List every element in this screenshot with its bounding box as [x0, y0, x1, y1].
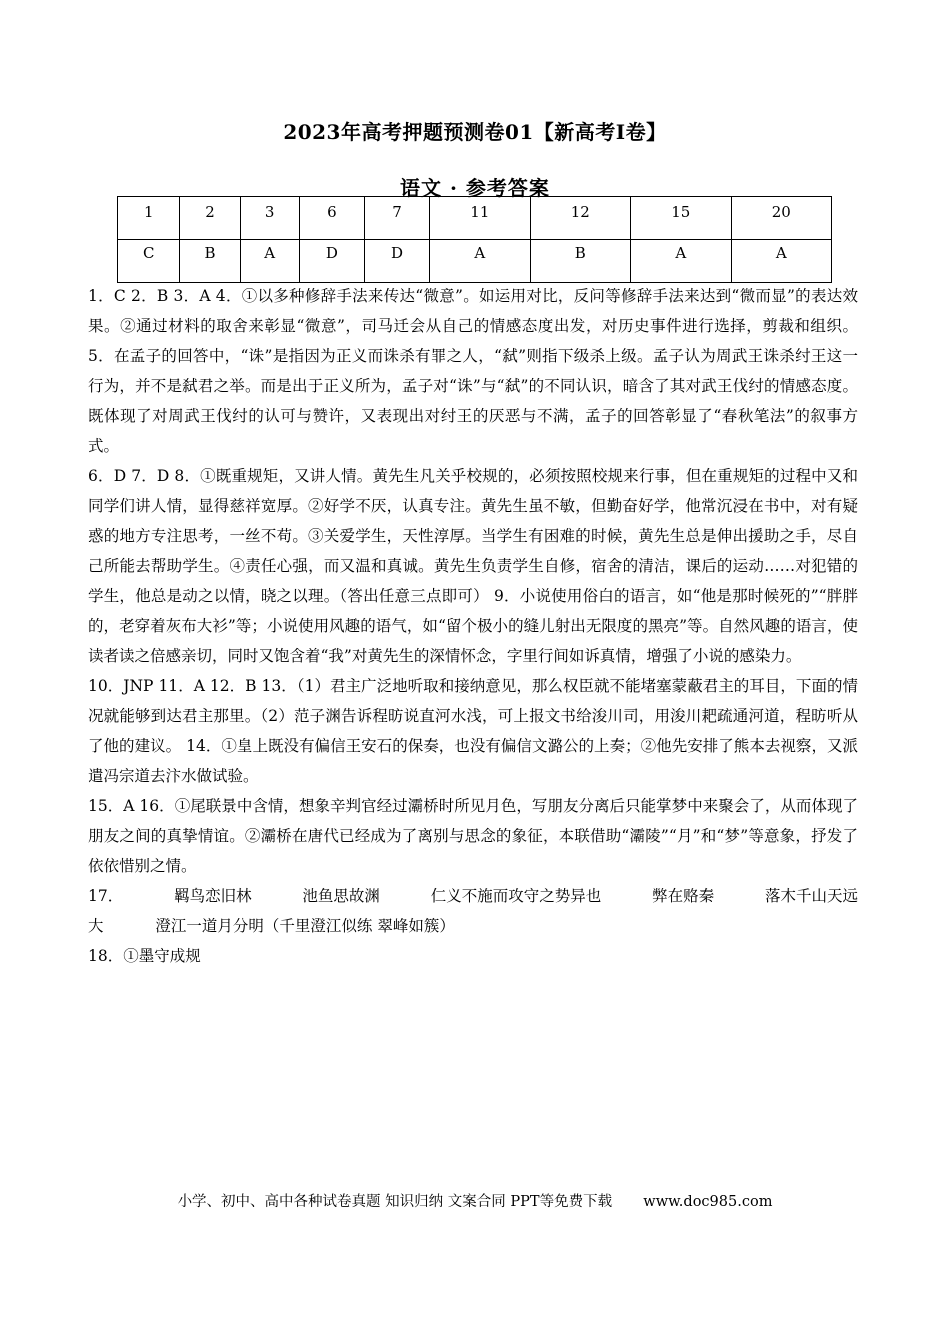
answer-cell: A: [731, 240, 831, 283]
question-number-cell: 7: [364, 197, 429, 240]
answer-17-item: 池鱼思故渊: [302, 887, 380, 905]
question-number-cell: 6: [299, 197, 364, 240]
question-number-cell: 1: [118, 197, 180, 240]
answer-17-item: 弊在赂秦: [652, 887, 715, 905]
document-title: 2023年高考押题预测卷01【新高考Ⅰ卷】: [283, 120, 667, 144]
answer-table-question-row: [118, 197, 832, 240]
answer-cell: B: [530, 240, 630, 283]
question-number-cell: 11: [430, 197, 530, 240]
question-number-cell: 3: [240, 197, 299, 240]
answer-cell: A: [430, 240, 530, 283]
answer-cell: A: [240, 240, 299, 283]
answer-body: [88, 281, 858, 971]
answer-17-continuation-2: 澄江一道月分明（千里澄江似练 翠峰如簇）: [155, 917, 455, 935]
answer-paragraph-6-9: 6．D 7．D 8．①既重规矩，又讲人情。黄先生凡关乎校规的，必须按照校规来行事，但在重规矩的过程中又和同学们讲人情，显得慈祥宽厚。②好学不厌，认真专注。黄先生虽不敏，但勤奋好学，他常沉浸在书中，对有疑惑的地方专注思考，一丝不苟。③关爱学生，天性淳厚。当学生有困难的时候，黄先生总是伸出援助之手，尽自己所能去帮助学生。④责任心强，而又温和真诚。黄先生负责学生自修，宿舍的清洁，课后的运动……对犯错的学生，他总是动之以情，晓之以理。（答出任意三点即可） 9．小说使用俗白的语言，如“他是那时候死的”“胖胖的，老穿着灰布大衫”等；小说使用风趣的语气，如“留个极小的缝儿射出无限度的黑亮”等。自然风趣的语言，使读者读之倍感亲切，同时又饱含着“我”对黄先生的深情怀念，字里行间如诉真情，增强了小说的感染力。: [88, 467, 858, 665]
answer-17-continuation: [88, 911, 858, 941]
answer-cell: B: [180, 240, 240, 283]
footer-text: 小学、初中、高中各种试卷真题 知识归纳 文案合同 PPT等免费下载: [177, 1194, 613, 1210]
answer-cell: D: [299, 240, 364, 283]
question-number-cell: 20: [731, 197, 831, 240]
page-footer: [0, 1190, 950, 1211]
answer-paragraph-1-5: 1．C 2．B 3．A 4．①以多种修辞手法来传达“微意”。如运用对比，反问等修辞手法来达到“微而显”的表达效果。②通过材料的取舍来彰显“微意”，司马迁会从自己的情感态度出发，对历史事件进行选择，剪裁和组织。 5．在孟子的回答中，“诛”是指因为正义而诛杀有罪之人，“弑”则指下级杀上级。孟子认为周武王诛杀纣王这一行为，并不是弑君之举。而是出于正义所为，孟子对“诛”与“弑”的不同认识，暗含了其对武王伐纣的情感态度。既体现了对周武王伐纣的认可与赞许，又表现出对纣王的厌恶与不满，孟子的回答彰显了“春秋笔法”的叙事方式。: [88, 287, 858, 455]
question-number-cell: 12: [530, 197, 630, 240]
document-subtitle: 语文 · 参考答案: [400, 176, 550, 200]
answer-17-item: 落木千山天远: [764, 887, 858, 905]
question-number-cell: 2: [180, 197, 240, 240]
answer-paragraph-10-14: 10．JNP 11．A 12．B 13．（1）君主广泛地听取和接纳意见，那么权臣就不能堵塞蒙蔽君主的耳目，下面的情况就能够到达君主那里。（2）范子渊告诉程昉说直河水浅，可上报文书给浚川司，用浚川耙疏通河道，程昉听从了他的建议。 14．①皇上既没有偏信王安石的保奏，也没有偏信文潞公的上奏；②他先安排了熊本去视察，又派遣冯宗道去汴水做试验。: [88, 677, 858, 785]
answer-17-item: 羁鸟恋旧林: [174, 887, 252, 905]
question-number-cell: 15: [631, 197, 731, 240]
answer-paragraph-15-16: 15．A 16．①尾联景中含情，想象辛判官经过灞桥时所见月色，写朋友分离后只能掌梦中来聚会了，从而体现了朋友之间的真挚情谊。②灞桥在唐代已经成为了离别与思念的象征，本联借助“灞陵”“月”和“梦”等意象，抒发了依依惜别之情。: [88, 797, 858, 875]
answer-17-item: 仁义不施而攻守之势异也: [430, 887, 602, 905]
answer-17-number: 17．: [88, 887, 124, 905]
answer-table: [117, 196, 832, 283]
answer-cell: A: [631, 240, 731, 283]
footer-url[interactable]: www.doc985.com: [643, 1194, 773, 1210]
answer-cell: D: [364, 240, 429, 283]
answer-cell: C: [118, 240, 180, 283]
answer-paragraph-18: 18．①墨守成规: [88, 947, 201, 965]
answer-17-continuation-1: 大: [88, 917, 104, 935]
answer-table-answer-row: [118, 240, 832, 283]
answer-17-line: [88, 881, 858, 911]
